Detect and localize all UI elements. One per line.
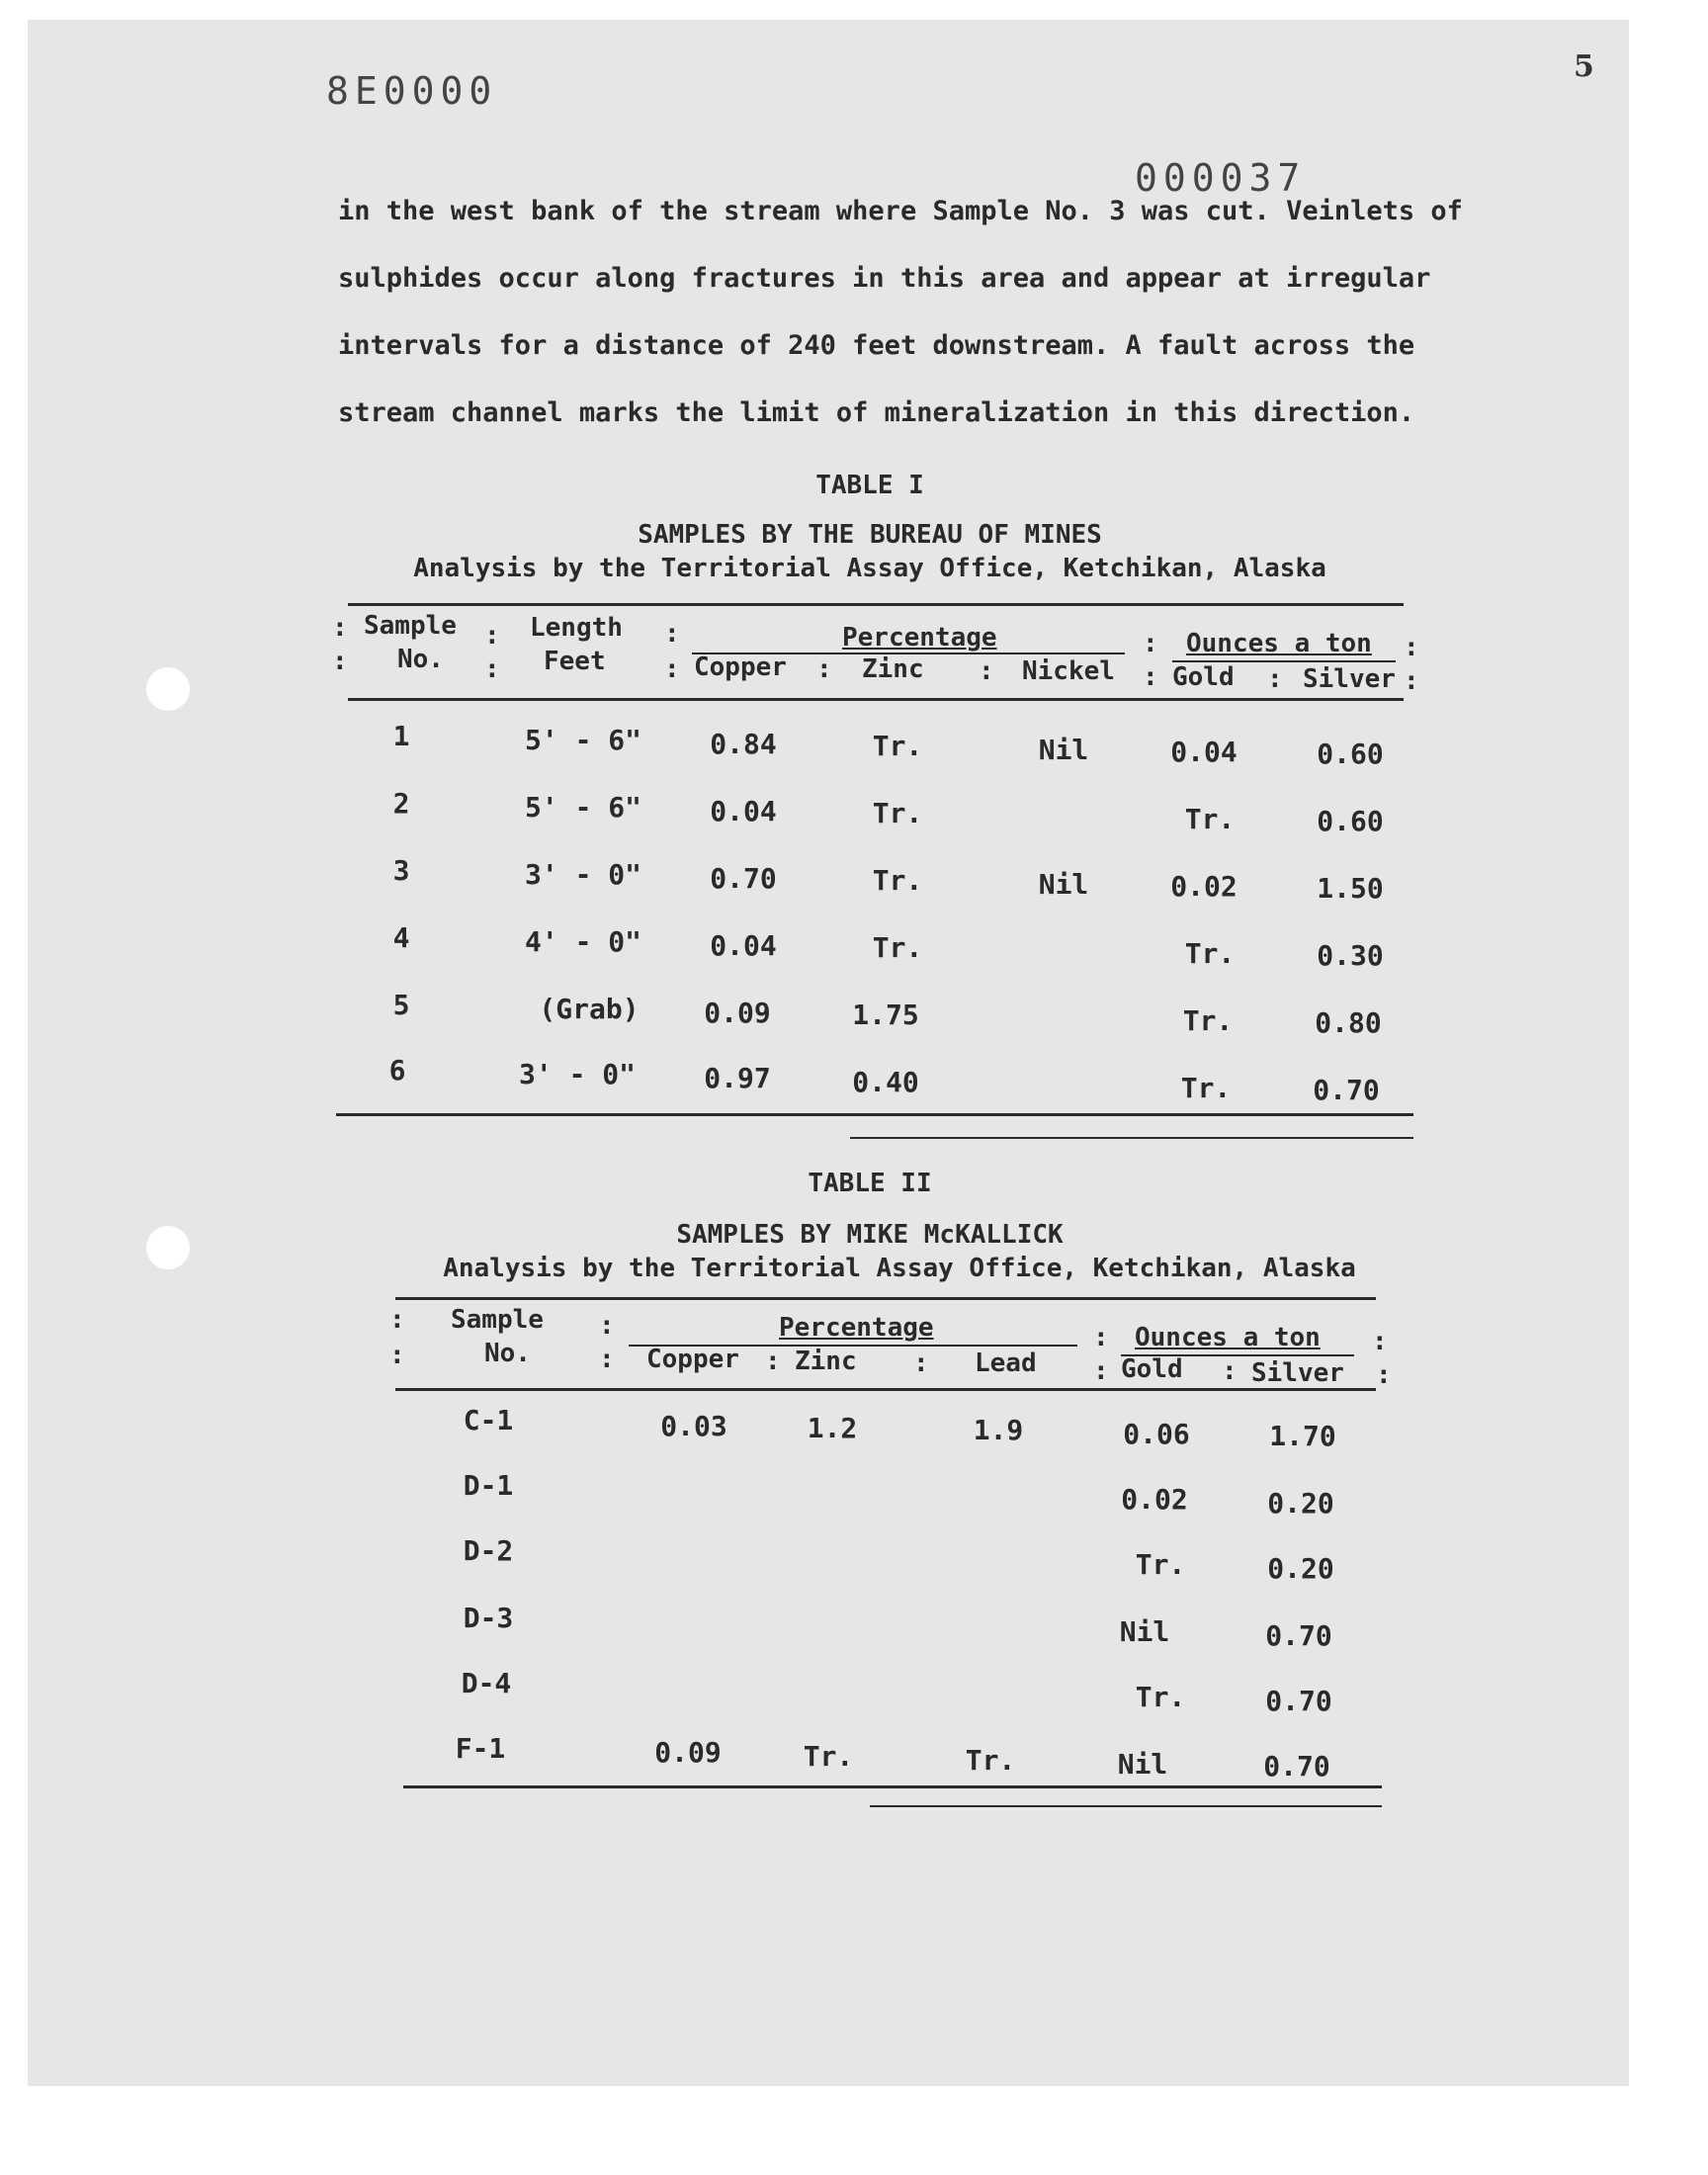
table1-colon: :	[1143, 629, 1158, 658]
table1-cell-copper: 0.84	[710, 728, 777, 760]
table2-cell-gold: Nil	[1117, 1748, 1168, 1781]
table1-header-zinc: Zinc	[862, 654, 924, 684]
table1-header-copper: Copper	[694, 652, 787, 682]
table2-cell-silver: 0.20	[1267, 1487, 1334, 1520]
table1-cell-zinc: 1.75	[852, 999, 919, 1031]
table2-header-percentage: Percentage	[779, 1313, 934, 1343]
intro-line-4: stream channel marks the limit of mineralization in this direction.	[338, 397, 1415, 428]
table1-cell-length: 5' - 6"	[524, 791, 642, 824]
table1-cell-silver: 0.80	[1315, 1006, 1382, 1039]
table1-cell-nickel: Nil	[1038, 868, 1089, 901]
table1-header-sample-no: No.	[397, 645, 444, 674]
table2-cell-gold: Tr.	[1135, 1548, 1186, 1581]
table1-cell-gold: 0.04	[1170, 736, 1238, 768]
table1-cell-zinc: Tr.	[872, 864, 923, 897]
table2-colon: :	[1376, 1360, 1392, 1390]
table1-cell-sample: 4	[392, 921, 410, 954]
intro-line-1: in the west bank of the stream where Sample No. 3 was cut. Veinlets of	[338, 196, 1463, 226]
table1-colon: :	[979, 656, 994, 686]
table1-cell-zinc: Tr.	[872, 730, 923, 762]
intro-paragraph	[338, 178, 1463, 447]
table1-bottom-rule-2	[850, 1137, 1413, 1139]
table2-cell-copper: 0.09	[654, 1736, 722, 1769]
table2-colon: :	[389, 1305, 405, 1335]
table1-cell-gold: Tr.	[1182, 1004, 1234, 1037]
table1-header-sample: Sample	[364, 611, 457, 641]
table1-colon: :	[816, 654, 832, 684]
table2-cell-sample: D-4	[461, 1667, 512, 1699]
table1-top-rule	[348, 603, 1404, 606]
table2-header-copper: Copper	[646, 1345, 739, 1374]
table1-colon: :	[1143, 662, 1158, 692]
table1-colon: :	[484, 654, 500, 684]
table2-cell-zinc: Tr.	[803, 1740, 854, 1773]
table2-cell-gold: 0.06	[1123, 1418, 1190, 1450]
table2-cell-sample: D-1	[463, 1469, 514, 1502]
table1-colon: :	[1404, 633, 1419, 662]
table2-cell-silver: 0.70	[1263, 1750, 1330, 1783]
table1-cell-sample: 6	[388, 1054, 406, 1087]
table1-colon: :	[332, 613, 348, 643]
table2-header-sample-no: No.	[484, 1339, 531, 1368]
table1-cell-sample: 1	[392, 720, 410, 752]
table1-cell-silver: 1.50	[1317, 872, 1384, 905]
table2-cell-silver: 0.70	[1265, 1685, 1332, 1717]
table2-cell-copper: 0.03	[660, 1410, 727, 1442]
table1-colon: :	[1404, 666, 1419, 696]
table2-header-zinc: Zinc	[795, 1347, 857, 1376]
table2-cell-silver: 0.70	[1265, 1619, 1332, 1652]
table1-cell-silver: 0.30	[1317, 939, 1384, 972]
table1-header-silver: Silver	[1303, 664, 1396, 694]
intro-line-3: intervals for a distance of 240 feet downstream. A fault across the	[338, 330, 1415, 361]
table1-cell-silver: 0.60	[1317, 738, 1384, 770]
table2-cell-gold: 0.02	[1121, 1483, 1188, 1516]
table1-header-nickel: Nickel	[1022, 656, 1115, 686]
table2-cell-sample: F-1	[455, 1732, 506, 1765]
table2-colon: :	[1222, 1356, 1238, 1386]
table2-colon: :	[913, 1348, 929, 1378]
table2-title: SAMPLES BY MIKE McKALLICK	[676, 1220, 1064, 1250]
table1-cell-zinc: Tr.	[872, 931, 923, 964]
table1-colon: :	[664, 619, 680, 649]
table1-cell-gold: 0.02	[1170, 870, 1238, 903]
table1-cell-gold: Tr.	[1180, 1072, 1232, 1104]
table2-cell-silver: 1.70	[1269, 1420, 1336, 1452]
table2-label: TABLE II	[808, 1169, 932, 1198]
table1-cell-zinc: 0.40	[852, 1066, 919, 1098]
table1-cell-copper: 0.97	[704, 1062, 771, 1094]
table1-header-percentage: Percentage	[842, 623, 997, 652]
table2-header-gold: Gold	[1121, 1354, 1183, 1384]
table2-colon: :	[1093, 1356, 1109, 1386]
table2-cell-silver: 0.20	[1267, 1552, 1334, 1585]
table1-title: SAMPLES BY THE BUREAU OF MINES	[638, 520, 1102, 550]
table1-header-gold: Gold	[1172, 662, 1235, 692]
table1-cell-zinc: Tr.	[872, 797, 923, 829]
table1-colon: :	[664, 654, 680, 684]
table2-colon: :	[599, 1345, 615, 1374]
table1-bottom-rule	[336, 1113, 1413, 1116]
table2-cell-lead: 1.9	[973, 1414, 1024, 1446]
table1-cell-length: (Grab)	[539, 993, 640, 1025]
table1-cell-silver: 0.70	[1313, 1074, 1380, 1106]
table2-header-silver: Silver	[1251, 1358, 1344, 1388]
table2-cell-sample: C-1	[463, 1404, 514, 1436]
intro-line-2: sulphides occur along fractures in this area and appear at irregular	[338, 263, 1431, 294]
table1-cell-silver: 0.60	[1317, 805, 1384, 837]
table1-colon: :	[1267, 664, 1283, 694]
table1-cell-nickel: Nil	[1038, 734, 1089, 766]
table2-cell-sample: D-3	[463, 1602, 514, 1634]
stamp-top-left: 8E0000	[326, 69, 498, 113]
punch-hole-top	[146, 667, 190, 711]
table1-header-feet: Feet	[544, 647, 606, 676]
table1-colon: :	[332, 647, 348, 676]
table2-top-rule	[395, 1297, 1376, 1300]
table2-cell-gold: Tr.	[1135, 1681, 1186, 1713]
table1-cell-copper: 0.70	[710, 862, 777, 895]
table2-colon: :	[1372, 1327, 1388, 1356]
table2-colon: :	[389, 1341, 405, 1370]
table2-cell-gold: Nil	[1119, 1615, 1170, 1648]
table1-cell-sample: 3	[392, 854, 410, 887]
punch-hole-bottom	[146, 1226, 190, 1269]
table1-cell-copper: 0.04	[710, 795, 777, 827]
table2-colon: :	[599, 1311, 615, 1341]
scan-margin	[0, 2086, 1708, 2175]
table2-header-sample: Sample	[451, 1305, 544, 1335]
table1-cell-length: 4' - 0"	[524, 925, 642, 958]
table2-cell-zinc: 1.2	[807, 1412, 858, 1444]
table1-cell-length: 3' - 0"	[524, 858, 642, 891]
table1-cell-copper: 0.04	[710, 929, 777, 962]
table2-bottom-rule	[403, 1785, 1382, 1788]
table2-header-lead: Lead	[975, 1348, 1037, 1378]
stamp-document-number: 000037	[1135, 156, 1307, 200]
table1-subtitle: Analysis by the Territorial Assay Office, Ketchikan, Alaska	[413, 554, 1326, 583]
table2-cell-lead: Tr.	[965, 1744, 1016, 1777]
table2-subtitle: Analysis by the Territorial Assay Office, Ketchikan, Alaska	[443, 1254, 1356, 1283]
table1-cell-length: 5' - 6"	[524, 724, 642, 756]
table1-label: TABLE I	[815, 471, 924, 500]
table2-cell-sample: D-2	[463, 1534, 514, 1567]
table1-header-length: Length	[530, 613, 623, 643]
table2-bottom-rule-2	[870, 1805, 1382, 1807]
table1-cell-sample: 2	[392, 787, 410, 820]
table2-colon: :	[765, 1347, 781, 1376]
table2-colon: :	[1093, 1323, 1109, 1352]
table1-cell-gold: Tr.	[1184, 803, 1236, 835]
table1-colon: :	[484, 621, 500, 651]
table1-header-rule	[348, 698, 1404, 701]
table1-header-ounces: Ounces a ton	[1186, 629, 1372, 658]
table1-cell-sample: 5	[392, 989, 410, 1021]
table2-header-ounces: Ounces a ton	[1135, 1323, 1321, 1352]
table2-header-rule	[395, 1388, 1376, 1391]
page-number: 5	[1574, 49, 1594, 84]
table1-cell-length: 3' - 0"	[518, 1058, 637, 1090]
table1-cell-copper: 0.09	[704, 997, 771, 1029]
table1-cell-gold: Tr.	[1184, 937, 1236, 970]
